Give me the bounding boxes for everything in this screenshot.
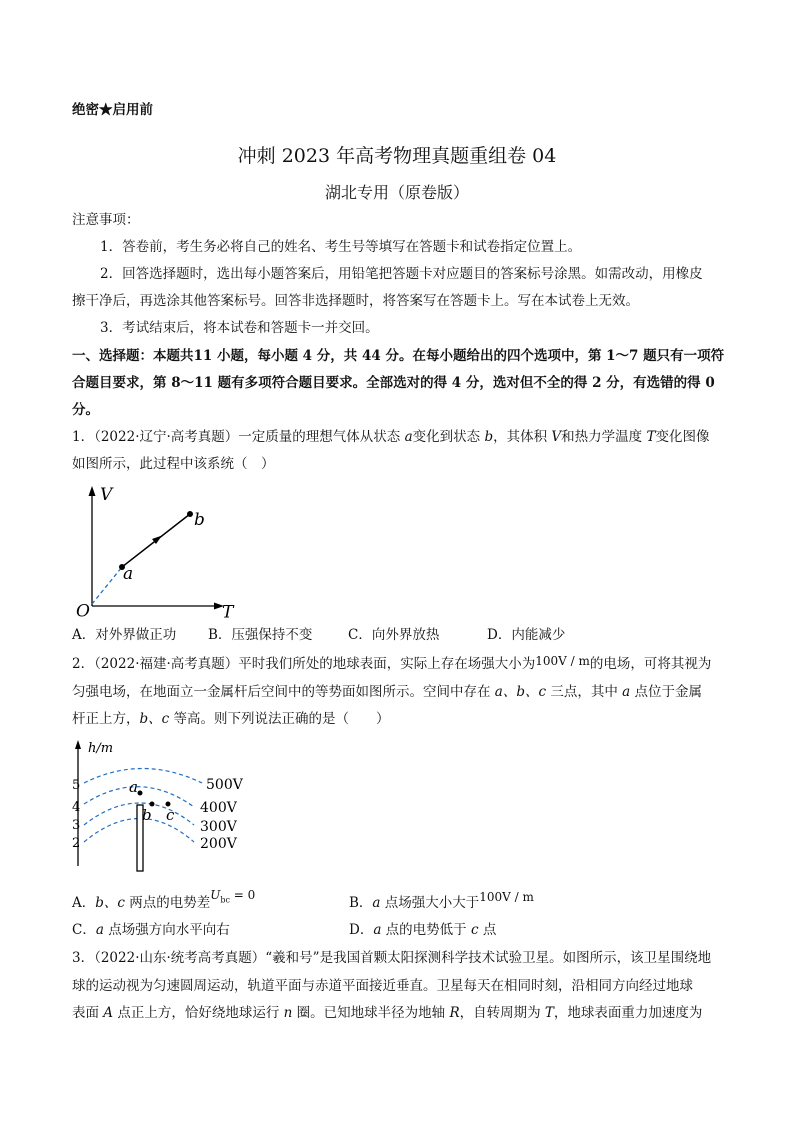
notice-item-1: 1．答卷前，考生务必将自己的姓名、考生号等填写在答题卡和试卷指定位置上。	[100, 239, 582, 255]
page-subtitle: 湖北专用（原卷版）	[324, 183, 469, 202]
q2-equipotential-figure	[70, 734, 260, 874]
secret-mark: 绝密★启用前	[72, 102, 153, 118]
q2-stem-line-2: 匀强电场，在地面立一金属杆后空间中的等势面如图所示。空间中存在 a、b、c 三点，其中 a 点位于金属	[72, 684, 703, 700]
v-axis-label: V	[100, 485, 113, 505]
notice-item-2-cont: 擦干净后，再选涂其他答案标号。回答非选择题时，将答案写在答题卡上。写在本试卷上无效。	[72, 293, 639, 309]
var-V: V	[551, 429, 562, 445]
q1-option-c: C．向外界放热	[348, 627, 440, 643]
q2-stem-line-3: 杆正上方，b、c 等高。则下列说法正确的是（ ）	[72, 711, 390, 727]
q3-stem-line-1: 3．（2022·山东·统考高考真题）“羲和号”是我国首颗太阳探测科学技术试验卫星。如图所示，该卫星围绕地	[72, 950, 712, 966]
t-axis-label: T	[222, 602, 234, 623]
section-heading-line-3: 分。	[72, 402, 99, 418]
var-b: b	[484, 429, 494, 445]
q3-stem-line-3: 表面 A 点正上方，恰好绕地球运行 n 圈。已知地球半径为地轴 R，自转周期为 T，地球表面重力加速度为	[72, 1005, 703, 1021]
label-400v: 400V	[200, 800, 237, 816]
equipotential-400v	[84, 787, 194, 807]
h-axis-arrow	[75, 740, 81, 749]
label-500v: 500V	[206, 777, 243, 793]
point-a-label: a	[123, 564, 134, 584]
h-axis-label: h/m	[88, 741, 114, 756]
q2-option-b: B．a 点场强大小大于100V / m	[349, 890, 534, 911]
label-200v: 200V	[200, 836, 237, 852]
notice-item-2: 2．回答选择题时，选出每小题答案后，用铅笔把答题卡对应题目的答案标号涂黑。如需改动，用橡皮	[100, 266, 703, 282]
tick-3: 3	[72, 818, 81, 833]
section-heading-line-1: 一、选择题：本题共11 小题，每小题 4 分，共 44 分。在每小题给出的四个选项中，第 1～7 题只有一项符	[72, 348, 725, 364]
point-b	[187, 511, 193, 517]
potential-difference-formula: $U_{bc} = 0$	[210, 888, 256, 905]
point-c-label: c	[166, 806, 175, 824]
tick-4: 4	[72, 800, 81, 815]
extension-dashed-line	[92, 567, 122, 604]
page-title: 冲刺 2023 年高考物理真题重组卷 04	[237, 145, 557, 167]
q1-vt-graph	[70, 482, 240, 622]
q1-option-b: B．压强保持不变	[208, 627, 313, 643]
point-a-label: a	[129, 778, 138, 796]
tick-2: 2	[72, 836, 81, 851]
var-a: a	[404, 429, 413, 445]
q2-option-d: D．a 点的电势低于 c 点	[349, 922, 497, 938]
q1-option-a: A．对外界做正功	[72, 627, 177, 643]
label-300v: 300V	[200, 819, 237, 835]
q2-option-a: A．b、c 两点的电势差$U_{bc} = 0$	[72, 888, 256, 911]
notice-item-3: 3．考试结束后，将本试卷和答题卡一并交回。	[100, 320, 379, 336]
section-heading-line-2: 合题目要求，第 8～11 题有多项符合题目要求。全部选对的得 4 分，选对但不全的得 2 分，有选错的得 0	[72, 375, 715, 391]
q3-stem-line-2: 球的运动视为匀速圆周运动，轨道平面与赤道平面接近垂直。卫星每天在相同时刻，沿相同方向经过地球	[72, 978, 693, 994]
tick-5: 5	[72, 778, 81, 793]
point-b-label: b	[194, 510, 205, 530]
field-value: 100V / m	[535, 654, 590, 668]
q1-stem-line-1: 1．（2022·辽宁·高考真题）一定质量的理想气体从状态 a变化到状态 b，其体积 V和热力学温度 T变化图像	[72, 429, 710, 445]
equipotential-500v	[84, 769, 202, 784]
point-a	[138, 791, 143, 796]
q1-stem-line-2: 如图所示，此过程中该系统（ ）	[72, 456, 275, 472]
q2-option-c: C．a 点场强方向水平向右	[72, 922, 230, 938]
point-b-label: b	[142, 806, 152, 824]
v-axis-arrow	[89, 486, 96, 496]
var-T: T	[646, 429, 656, 445]
origin-label: O	[76, 601, 90, 622]
notice-heading: 注意事项：	[72, 212, 140, 228]
q2-stem-line-1: 2．（2022·福建·高考真题）平时我们所处的地球表面，实际上存在场强大小为100V / m的电场，可将其视为	[72, 654, 712, 672]
q1-option-d: D．内能减少	[487, 627, 566, 643]
